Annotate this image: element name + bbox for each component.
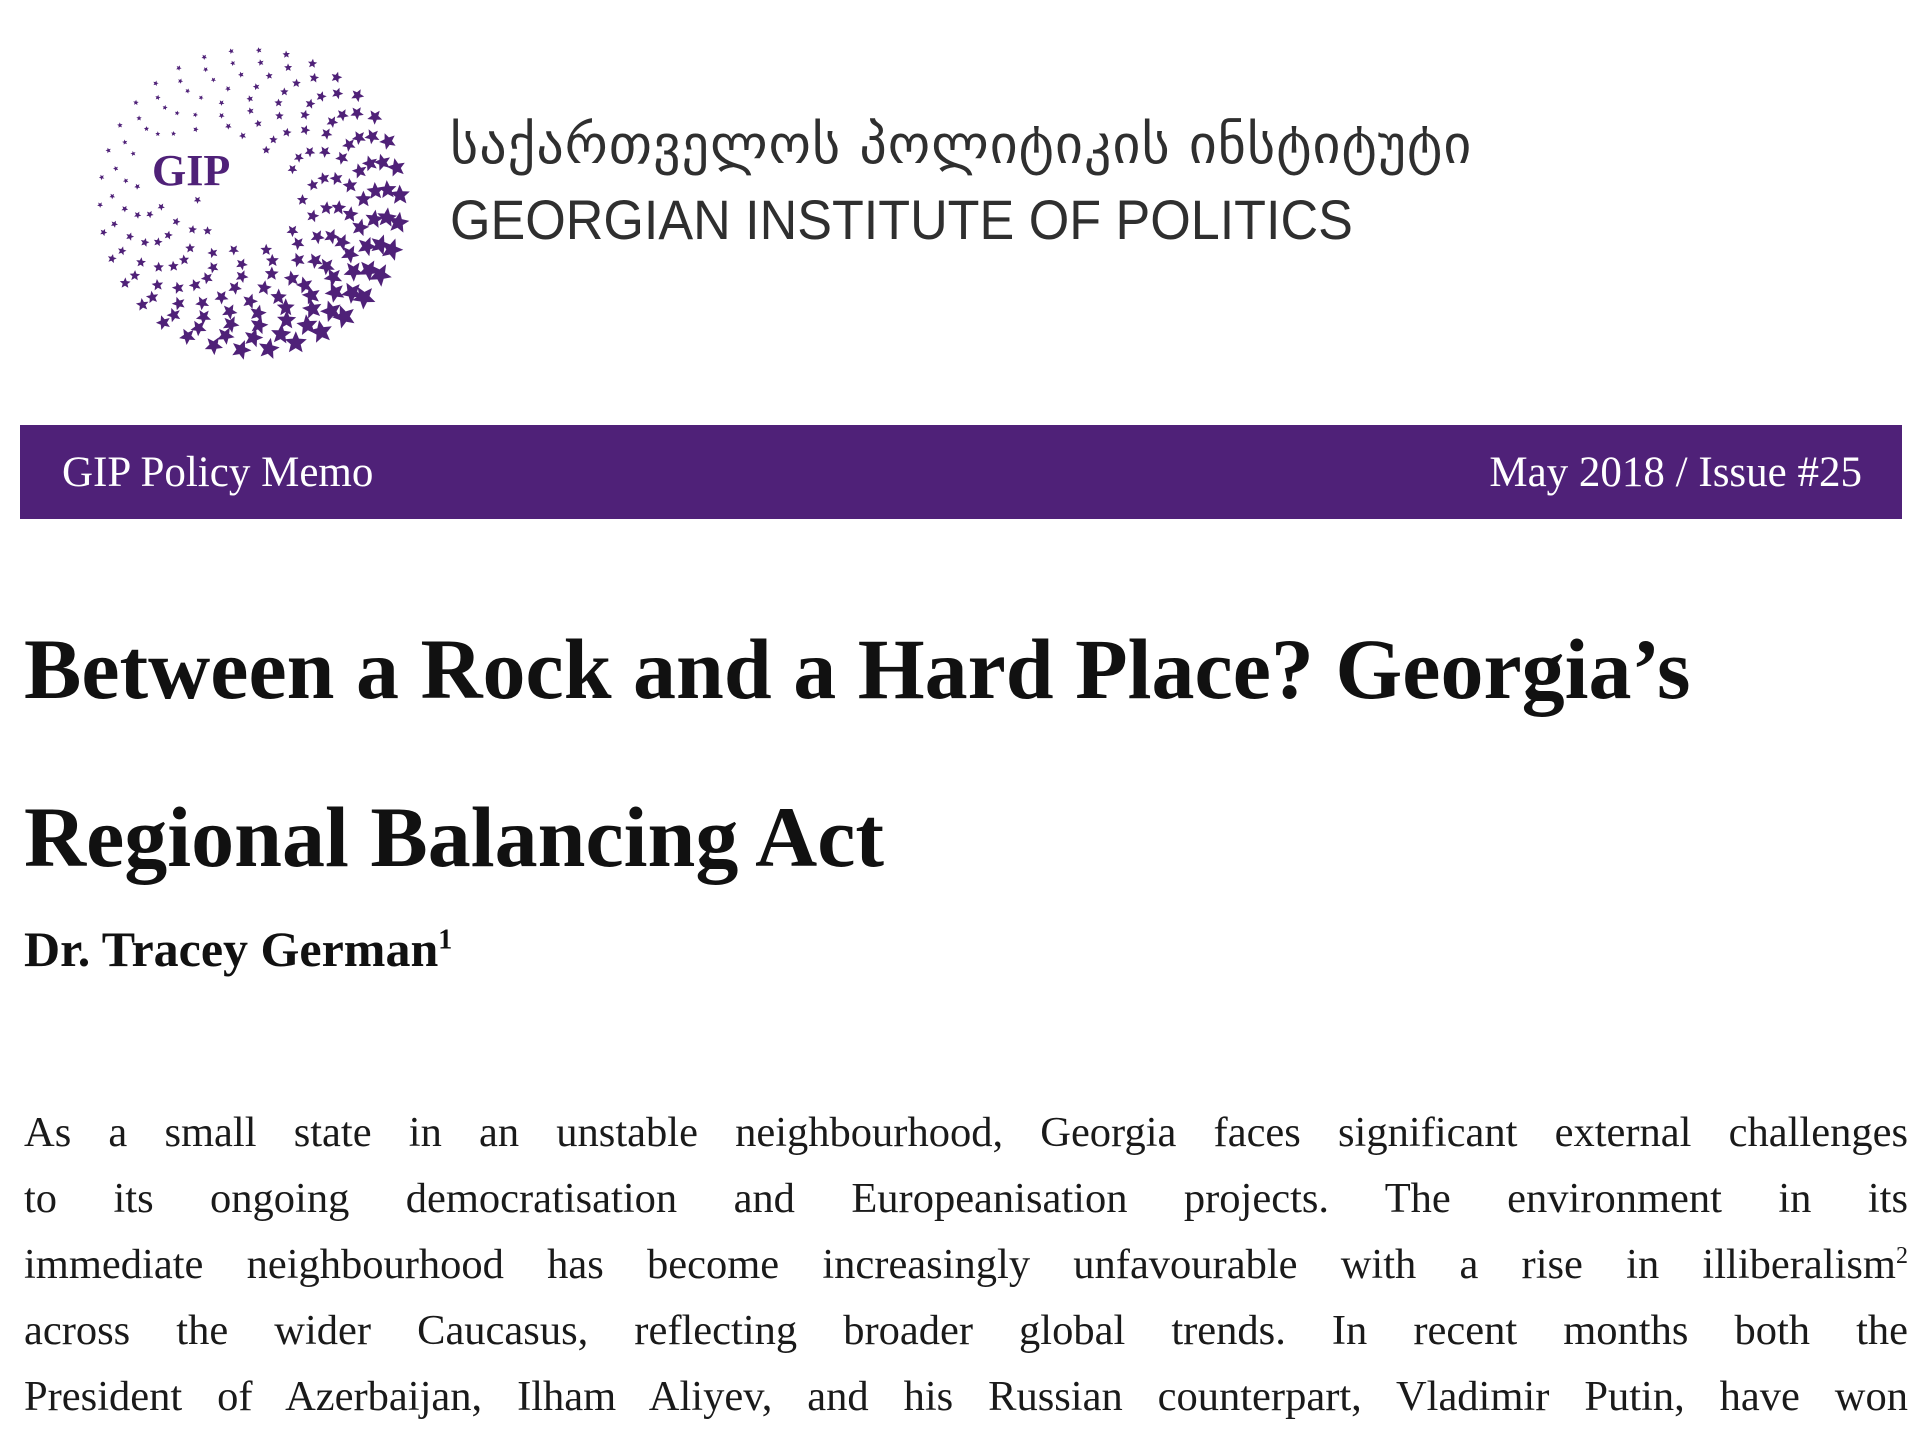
- logo-star-shape: [199, 95, 204, 100]
- paragraph-line-text: immediate neighbourhood has become increasingly unfavourable with a rise in illiberalism: [24, 1241, 1896, 1288]
- logo-star-shape: [307, 179, 318, 191]
- logo-star-shape: [291, 253, 305, 267]
- logo-star-shape: [294, 153, 304, 163]
- logo-star-shape: [131, 151, 136, 156]
- logo-star-shape: [178, 79, 183, 84]
- logo-star-shape: [330, 172, 343, 185]
- logo-star-shape: [287, 226, 299, 237]
- logo-star-shape: [207, 248, 217, 258]
- logo-star-shape: [352, 163, 367, 178]
- logo-star-shape: [332, 72, 343, 83]
- logo-star-shape: [176, 65, 181, 70]
- logo-star-shape: [167, 308, 181, 322]
- logo-star-shape: [215, 291, 229, 304]
- logo-star-shape: [324, 229, 339, 244]
- logo-star-shape: [122, 140, 127, 145]
- logo-star-shape: [141, 238, 150, 247]
- logo-star-shape: [253, 83, 260, 90]
- logo-star-shape: [136, 298, 149, 311]
- logo-star-shape: [134, 212, 141, 219]
- logo-star-shape: [109, 194, 115, 200]
- logo-star-shape: [203, 67, 208, 72]
- logo-star-shape: [158, 204, 165, 211]
- logo-star-shape: [211, 78, 216, 83]
- logo-star-shape: [236, 270, 249, 283]
- logo-star-shape: [247, 107, 254, 114]
- logo-star-shape: [193, 112, 198, 117]
- memo-series-label: GIP Policy Memo: [62, 448, 374, 496]
- logo-star-shape: [113, 166, 118, 171]
- logo-star-shape: [225, 123, 232, 129]
- institute-name-georgian: საქართველოს პოლიტიკის ინსტიტუტი: [450, 113, 1473, 176]
- logo-star-shape: [342, 139, 355, 152]
- logo-star-shape: [250, 305, 266, 322]
- logo-star-shape: [121, 206, 128, 213]
- logo-star-shape: [382, 239, 403, 261]
- logo-star-shape: [152, 279, 164, 290]
- logo-star-shape: [203, 226, 212, 234]
- paragraph-line: As a small state in an unstable neighbourhood, Georgia faces significant external challenges: [24, 1109, 1908, 1156]
- document-header: [0, 0, 1921, 420]
- logo-star-shape: [387, 158, 405, 176]
- logo-star-shape: [232, 340, 251, 360]
- logo-star-shape: [350, 107, 363, 120]
- logo-star-shape: [306, 99, 316, 109]
- logo-star-shape: [175, 111, 180, 116]
- logo-star-shape: [154, 237, 163, 246]
- logo-star-shape: [302, 299, 321, 319]
- logo-star-shape: [201, 272, 213, 284]
- logo-star-shape: [311, 230, 325, 244]
- document-title: [24, 585, 1904, 921]
- logo-star-shape: [327, 116, 339, 128]
- paragraph-line: [24, 1232, 1908, 1298]
- logo-star-shape: [146, 211, 153, 218]
- logo-star-shape: [196, 310, 211, 325]
- logo-star-shape: [185, 89, 190, 94]
- logo-star-shape: [280, 88, 288, 96]
- logo-star-shape: [367, 182, 384, 199]
- footnote-ref[interactable]: 2: [1896, 1242, 1908, 1269]
- logo-star-shape: [283, 51, 291, 58]
- logo-star-shape: [284, 63, 292, 71]
- logo-star-shape: [285, 331, 307, 352]
- logo-star-shape: [366, 210, 384, 228]
- logo-star-shape: [222, 304, 237, 319]
- logo-star-shape: [193, 127, 198, 133]
- logo-star-shape: [99, 175, 104, 181]
- logo-star-shape: [153, 81, 158, 87]
- logo-star-shape: [163, 105, 168, 110]
- logo-star-shape: [191, 321, 207, 337]
- logo-star-shape: [308, 59, 317, 68]
- logo-star-shape: [305, 147, 316, 157]
- logo-star-shape: [321, 129, 332, 140]
- logo-star-shape: [236, 259, 248, 271]
- logo-star-shape: [351, 89, 364, 102]
- logo-star-shape: [344, 263, 364, 282]
- logo-star-shape: [337, 109, 349, 121]
- logo-star-shape: [325, 283, 345, 303]
- logo-star-shape: [172, 282, 184, 294]
- logo-star-shape: [291, 237, 304, 250]
- logo-star-shape: [195, 297, 209, 311]
- logo-star-shape: [332, 88, 343, 100]
- logo-star-shape: [352, 131, 366, 145]
- logo-star-shape: [136, 257, 146, 267]
- title-line-2: Regional Balancing Act: [24, 789, 885, 885]
- logo-star-shape: [133, 100, 139, 105]
- logo-star-shape: [153, 262, 164, 272]
- logo-star-shape: [207, 262, 218, 273]
- logo-star-shape: [247, 95, 253, 102]
- logo-star-shape: [205, 337, 223, 355]
- memo-issue-label: May 2018 / Issue #25: [1489, 448, 1862, 496]
- logo-star-shape: [265, 267, 279, 280]
- author-footnote-ref[interactable]: 1: [438, 924, 453, 956]
- logo-star-shape: [173, 218, 181, 226]
- paragraph-line: across the wider Caucasus, reflecting broader global trends. In recent months both the: [24, 1307, 1908, 1354]
- logo-star-shape: [146, 291, 158, 303]
- paragraph-line: to its ongoing democratisation and Europeanisation projects. The environment in its: [24, 1175, 1908, 1222]
- logo-star-shape: [118, 246, 127, 255]
- institute-name-block: [450, 110, 1472, 260]
- logo-star-shape: [335, 152, 348, 165]
- logo-star-shape: [239, 132, 246, 139]
- logo-star-shape: [297, 194, 308, 205]
- logo-star-shape: [260, 244, 272, 255]
- institute-name-english: GEORGIAN INSTITUTE OF POLITICS: [450, 188, 1353, 251]
- logo-star-shape: [155, 95, 160, 100]
- logo-star-shape: [228, 281, 242, 294]
- logo-star-shape: [288, 165, 298, 174]
- logo-star-shape: [238, 72, 244, 78]
- title-line-1: Between a Rock and a Hard Place? Georgia’s: [24, 621, 1691, 717]
- logo-star-shape: [379, 133, 395, 150]
- logo-star-shape: [144, 126, 149, 131]
- logo-star-shape: [367, 110, 382, 124]
- logo-star-shape: [223, 316, 240, 333]
- logo-star-shape: [185, 243, 195, 252]
- logo-star-shape: [317, 91, 327, 102]
- logo-star-shape: [256, 47, 262, 53]
- logo-star-shape: [257, 59, 263, 65]
- logo-star-shape: [229, 246, 240, 256]
- logo-star-shape: [230, 61, 235, 66]
- logo-star-shape: [254, 120, 261, 128]
- logo-star-shape: [300, 110, 310, 120]
- logo-star-shape: [343, 178, 358, 193]
- logo-star-shape: [317, 172, 329, 184]
- logo-star-shape: [343, 206, 359, 222]
- logo-star-shape: [352, 219, 369, 237]
- gip-logo-text: GIP: [152, 146, 231, 195]
- logo-star-shape: [292, 79, 301, 88]
- logo-star-shape: [120, 277, 131, 287]
- logo-star-shape: [364, 129, 379, 144]
- logo-star-shape: [179, 255, 189, 265]
- logo-star-shape: [259, 338, 280, 359]
- logo-star-shape: [269, 135, 277, 143]
- logo-star-shape: [283, 128, 292, 137]
- author-byline: [24, 920, 452, 978]
- logo-star-shape: [123, 178, 128, 183]
- logo-star-shape: [262, 146, 270, 154]
- logo-star-shape: [168, 261, 179, 271]
- logo-star-shape: [156, 315, 170, 330]
- memo-banner: [20, 425, 1902, 519]
- body-paragraph: [24, 1100, 1908, 1430]
- logo-star-shape: [106, 148, 111, 154]
- logo-star-shape: [301, 125, 311, 135]
- logo-star-shape: [355, 191, 372, 207]
- author-name: Dr. Tracey German: [24, 921, 439, 977]
- logo-star-shape: [164, 231, 173, 240]
- logo-star-shape: [219, 100, 225, 106]
- logo-star-shape: [100, 229, 107, 236]
- logo-star-shape: [277, 310, 296, 328]
- logo-star-shape: [320, 201, 333, 214]
- paragraph-line: President of Azerbaijan, Ilham Aliyev, and his Russian counterpart, Vladimir Putin, have won: [24, 1373, 1908, 1420]
- logo-star-shape: [243, 294, 258, 309]
- logo-star-shape: [194, 197, 201, 204]
- logo-star-shape: [274, 99, 282, 107]
- logo-star-shape: [219, 113, 225, 119]
- logo-star-shape: [130, 270, 141, 280]
- gip-logo: [90, 40, 410, 360]
- logo-star-shape: [172, 297, 185, 311]
- logo-star-shape: [202, 55, 208, 60]
- logo-star-shape: [275, 112, 284, 120]
- logo-star-shape: [111, 221, 118, 228]
- logo-star-shape: [307, 210, 319, 223]
- logo-star-shape: [136, 115, 141, 120]
- logo-star-shape: [257, 280, 272, 295]
- logo-star-shape: [228, 49, 233, 55]
- logo-star-shape: [97, 202, 103, 208]
- logo-star-shape: [332, 200, 347, 214]
- logo-star-shape: [117, 122, 123, 127]
- logo-star-shape: [266, 254, 279, 266]
- logo-star-shape: [171, 131, 176, 136]
- logo-star-shape: [284, 271, 299, 286]
- logo-star-shape: [108, 254, 117, 263]
- logo-star-shape: [179, 329, 195, 345]
- logo-star-shape: [189, 279, 201, 291]
- logo-star-shape: [266, 72, 273, 79]
- logo-star-shape: [155, 131, 160, 136]
- logo-star-shape: [126, 233, 134, 241]
- logo-star-shape: [134, 184, 140, 190]
- logo-star-shape: [319, 147, 331, 158]
- logo-star-shape: [225, 86, 231, 92]
- logo-star-shape: [310, 73, 320, 83]
- logo-star-shape: [188, 225, 197, 234]
